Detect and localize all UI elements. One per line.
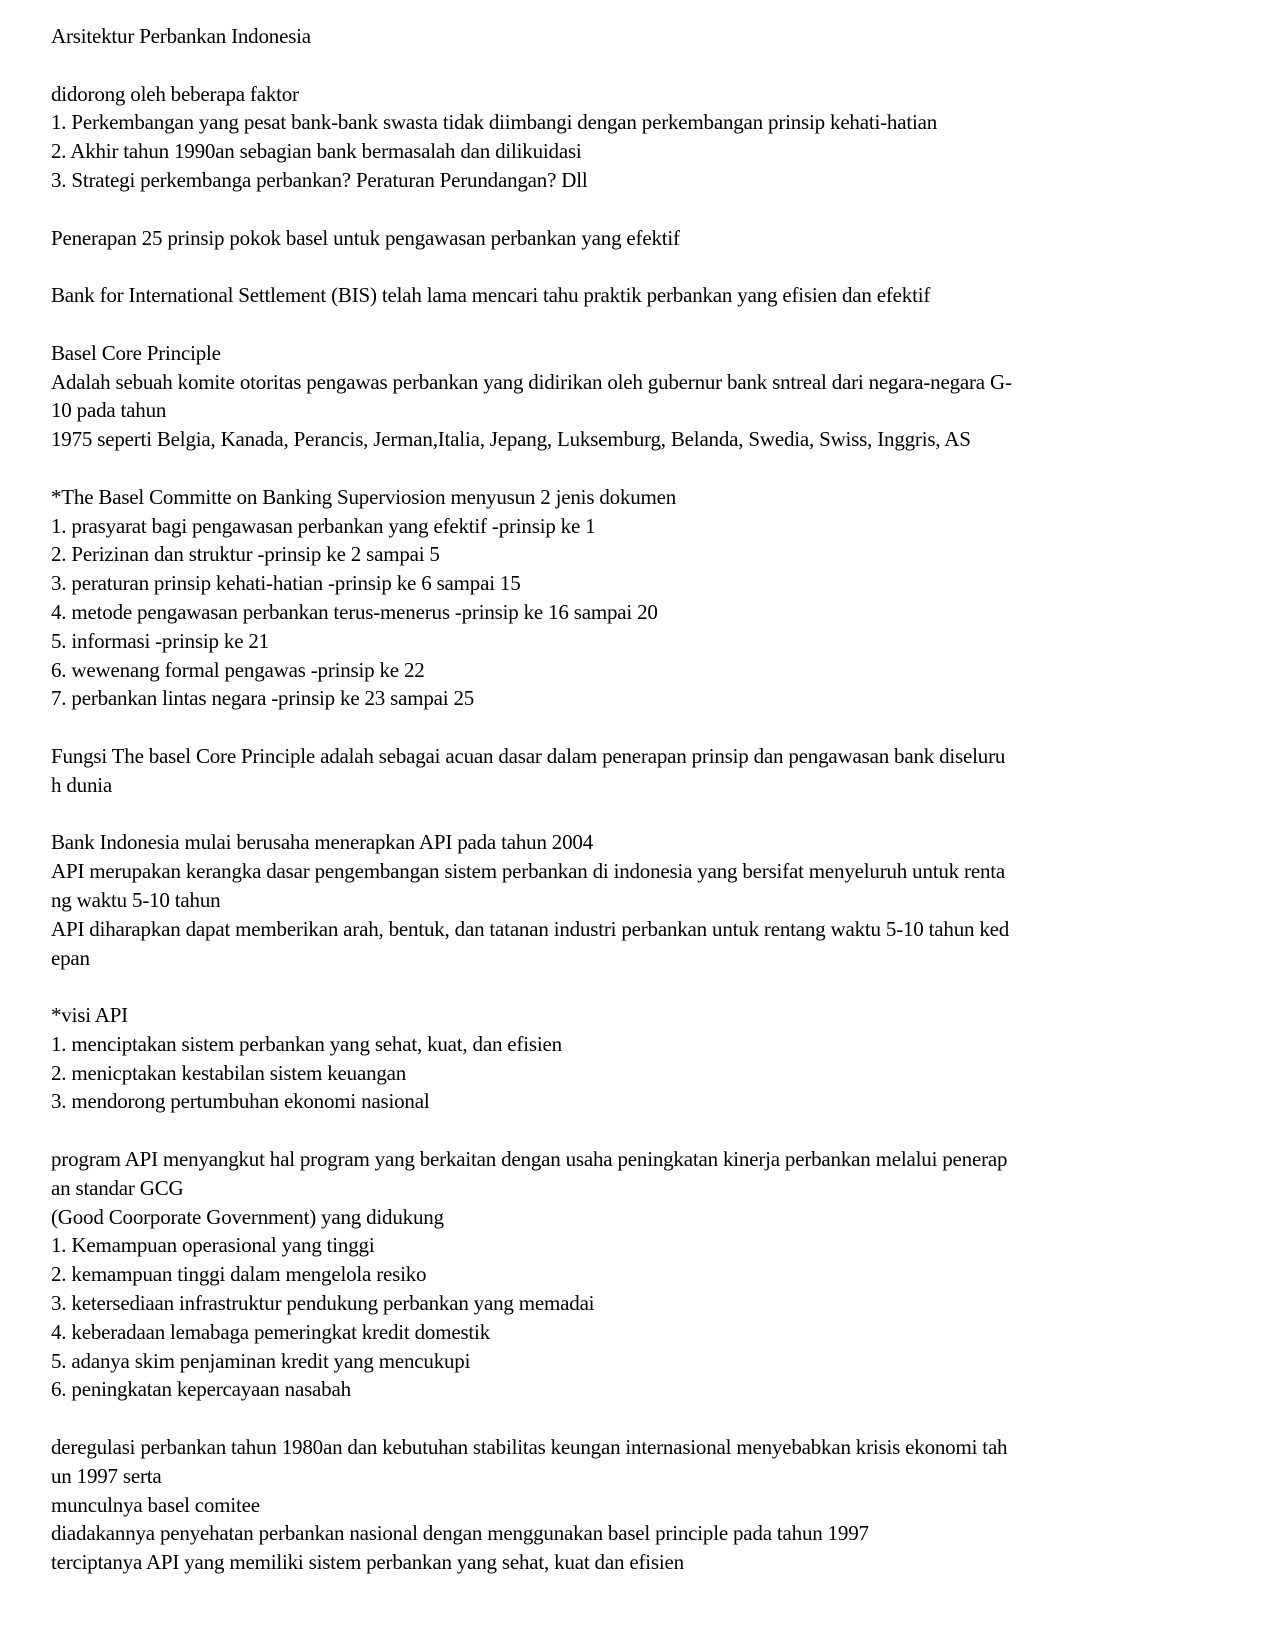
text-line: 1. Perkembangan yang pesat bank-bank swasta tidak diimbangi dengan perkembangan prinsip kehati-hatian [51,110,938,135]
blank-line [51,195,1220,224]
text-line: 3. Strategi perkembanga perbankan? Peraturan Perundangan? Dll [51,167,588,192]
blank-line [51,252,1220,281]
text-line: 10 pada tahun [51,398,167,423]
blank-line [51,454,1220,483]
text-line: 2. menicptakan kestabilan sistem keuangan [51,1060,407,1085]
text-line: 3. peraturan prinsip kehati-hatian -prinsip ke 6 sampai 15 [51,571,521,596]
blank-line [51,713,1220,742]
text-line: 1975 seperti Belgia, Kanada, Perancis, Jerman,Italia, Jepang, Luksemburg, Belanda, Swedia, Swiss, Inggris, AS [51,427,971,452]
text-line: diadakannya penyehatan perbankan nasional dengan menggunakan basel principle pada tahun 1997 [51,1521,869,1546]
blank-line [51,800,1220,829]
text-line: 4. metode pengawasan perbankan terus-menerus -prinsip ke 16 sampai 20 [51,599,658,624]
text-line: 5. informasi -prinsip ke 21 [51,628,269,653]
text-line: Adalah sebuah komite otoritas pengawas perbankan yang didirikan oleh gubernur bank sntreal dari negara-negara G- [51,369,1012,394]
text-line: 2. Akhir tahun 1990an sebagian bank bermasalah dan dilikuidasi [51,139,582,164]
text-line: (Good Coorporate Government) yang didukung [51,1204,444,1229]
blank-line [51,1116,1220,1145]
text-line: *The Basel Committe on Banking Superviosion menyusun 2 jenis dokumen [51,484,677,509]
text-line: 3. ketersediaan infrastruktur pendukung perbankan yang memadai [51,1291,595,1316]
blank-line [51,1404,1220,1433]
text-line: 1. menciptakan sistem perbankan yang sehat, kuat, dan efisien [51,1031,562,1056]
text-line: Fungsi The basel Core Principle adalah sebagai acuan dasar dalam penerapan prinsip dan pengawasan bank diseluru [51,743,1006,768]
text-line: 2. kemampuan tinggi dalam mengelola resiko [51,1262,427,1287]
text-line: API diharapkan dapat memberikan arah, bentuk, dan tatanan industri perbankan untuk rentang waktu 5-10 tahun ked [51,916,1010,941]
document-body [51,22,1220,1577]
text-line: Arsitektur Perbankan Indonesia [51,24,311,48]
text-line: didorong oleh beberapa faktor [51,81,299,106]
text-line: 6. wewenang formal pengawas -prinsip ke 22 [51,657,425,682]
text-line: 4. keberadaan lemabaga pemeringkat kredit domestik [51,1319,490,1344]
text-line: 7. perbankan lintas negara -prinsip ke 23 sampai 25 [51,686,475,711]
text-line: un 1997 serta [51,1463,162,1488]
text-line: Bank Indonesia mulai berusaha menerapkan API pada tahun 2004 [51,830,594,855]
text-line: terciptanya API yang memiliki sistem perbankan yang sehat, kuat dan efisien [51,1550,684,1575]
text-line: 5. adanya skim penjaminan kredit yang mencukupi [51,1348,471,1373]
text-line: munculnya basel comitee [51,1492,260,1517]
text-line: *visi API [51,1003,128,1028]
text-line: h dunia [51,772,113,797]
text-line: API merupakan kerangka dasar pengembangan sistem perbankan di indonesia yang bersifat menyeluruh untuk renta [51,859,1005,884]
blank-line [51,972,1220,1001]
text-line: 1. prasyarat bagi pengawasan perbankan yang efektif -prinsip ke 1 [51,513,596,538]
text-line: 3. mendorong pertumbuhan ekonomi nasional [51,1089,430,1114]
text-line: program API menyangkut hal program yang berkaitan dengan usaha peningkatan kinerja perbankan melalui penerap [51,1147,1008,1172]
blank-line [51,51,1220,80]
text-line: an standar GCG [51,1175,184,1200]
text-line: Penerapan 25 prinsip pokok basel untuk pengawasan perbankan yang efektif [51,225,680,250]
text-line: deregulasi perbankan tahun 1980an dan kebutuhan stabilitas keungan internasional menyebabkan krisis ekonomi tah [51,1435,1008,1460]
text-line: 2. Perizinan dan struktur -prinsip ke 2 sampai 5 [51,542,440,567]
text-line: epan [51,945,90,970]
text-line: 6. peningkatan kepercayaan nasabah [51,1377,351,1402]
text-line: ng waktu 5-10 tahun [51,887,221,912]
blank-line [51,310,1220,339]
text-line: Bank for International Settlement (BIS) telah lama mencari tahu praktik perbankan yang efisien dan efektif [51,283,931,308]
text-line: Basel Core Principle [51,340,221,365]
text-line: 1. Kemampuan operasional yang tinggi [51,1233,375,1258]
